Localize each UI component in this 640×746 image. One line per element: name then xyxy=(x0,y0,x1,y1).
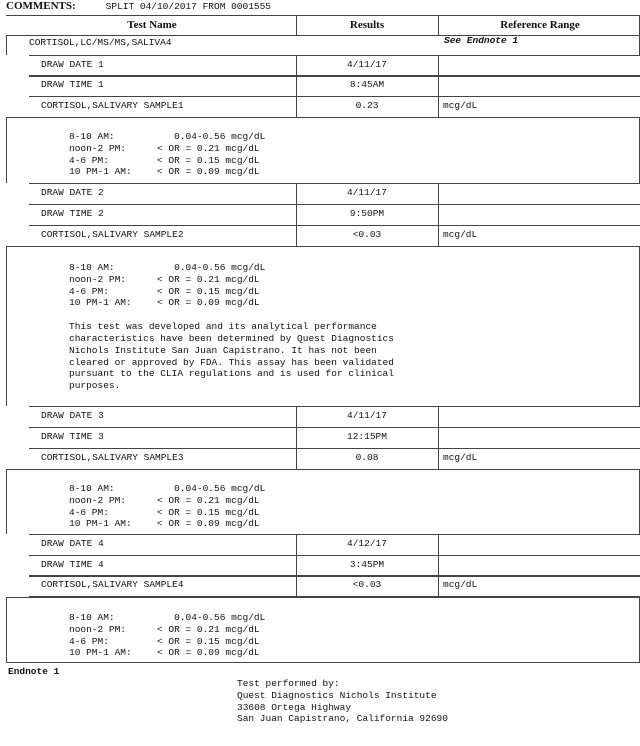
ref-period: 8-10 AM: xyxy=(69,483,115,494)
endnote-label: Endnote 1 xyxy=(8,666,60,677)
result-value: 4/12/17 xyxy=(347,538,387,549)
cell-divider xyxy=(438,448,439,469)
test-name: DRAW DATE 4 xyxy=(41,538,104,549)
panel-range: See Endnote 1 xyxy=(444,35,519,46)
test-name: DRAW DATE 3 xyxy=(41,410,104,421)
ref-range-line xyxy=(69,274,394,286)
reference-ranges-note xyxy=(69,262,394,392)
ref-period: noon-2 PM: xyxy=(69,623,127,635)
ref-period: 10 PM-1 AM: xyxy=(69,518,132,530)
ref-period: noon-2 PM: xyxy=(69,273,127,285)
cell-divider xyxy=(438,555,439,576)
ref-period: 8-10 AM: xyxy=(69,262,115,273)
ref-range-line xyxy=(69,155,265,167)
ref-value: 0.04-0.56 mcg/dL xyxy=(157,612,266,623)
reference-ranges-note xyxy=(69,131,265,178)
test-name: DRAW DATE 2 xyxy=(41,187,104,198)
ref-range-line xyxy=(69,518,265,530)
result-value: 9:50PM xyxy=(349,208,385,219)
col-test-name: Test Name xyxy=(127,19,177,31)
block-border xyxy=(6,469,7,534)
ref-period: noon-2 PM: xyxy=(69,494,127,506)
ref-value: < OR = 0.15 mcg/dL xyxy=(157,635,260,647)
result-value: <0.03 xyxy=(352,229,382,240)
test-name: DRAW DATE 1 xyxy=(41,59,104,70)
block-border xyxy=(6,469,640,470)
ref-range-line xyxy=(69,612,265,624)
endnote-text xyxy=(237,678,448,725)
block-border xyxy=(6,246,640,247)
result-value: <0.03 xyxy=(352,579,382,590)
cell-divider xyxy=(438,427,439,448)
ref-range-line xyxy=(69,495,265,507)
cell-divider xyxy=(438,55,439,76)
reference-range: mcg/dL xyxy=(443,229,478,240)
comments-label: COMMENTS: xyxy=(6,0,76,12)
ref-period: 10 PM-1 AM: xyxy=(69,297,132,309)
ref-period: 4-6 PM: xyxy=(69,285,109,297)
test-name: DRAW TIME 3 xyxy=(41,431,104,442)
ref-range-line xyxy=(69,143,265,155)
block-border xyxy=(6,597,7,662)
col-reference-range: Reference Range xyxy=(500,19,580,31)
reference-ranges-note xyxy=(69,483,265,530)
reference-range: mcg/dL xyxy=(443,100,478,111)
ref-range-line xyxy=(69,507,265,519)
test-name: CORTISOL,SALIVARY SAMPLE1 xyxy=(41,100,184,111)
test-name: CORTISOL,SALIVARY SAMPLE3 xyxy=(41,452,184,463)
reference-range: mcg/dL xyxy=(443,452,478,463)
ref-value: < OR = 0.09 mcg/dL xyxy=(157,297,260,309)
disclaimer-line: purposes. xyxy=(69,380,121,392)
block-border xyxy=(6,117,640,118)
ref-range-line xyxy=(69,483,265,495)
result-value: 0.23 xyxy=(355,100,379,111)
ref-value: < OR = 0.15 mcg/dL xyxy=(157,154,260,166)
cell-divider xyxy=(438,406,439,427)
ref-value: < OR = 0.09 mcg/dL xyxy=(157,166,260,178)
test-name: DRAW TIME 1 xyxy=(41,79,104,90)
ref-value: < OR = 0.21 mcg/dL xyxy=(157,494,260,506)
disclaimer-line: cleared or approved by FDA. This assay has been validated xyxy=(69,356,394,368)
endnote-line: Quest Diagnostics Nichols Institute xyxy=(237,689,437,701)
disclaimer-line: This test was developed and its analytical performance xyxy=(69,321,377,333)
ref-period: 8-10 AM: xyxy=(69,131,115,142)
reference-range: mcg/dL xyxy=(443,579,478,590)
endnote-line: San Juan Capistrano, California 92690 xyxy=(237,713,448,725)
ref-period: 4-6 PM: xyxy=(69,506,109,518)
ref-period: 10 PM-1 AM: xyxy=(69,166,132,178)
result-value: 0.08 xyxy=(355,452,379,463)
ref-range-line xyxy=(69,624,265,636)
ref-range-line xyxy=(69,286,394,298)
endnote-line: 33608 Ortega Highway xyxy=(237,701,352,713)
test-name: DRAW TIME 2 xyxy=(41,208,104,219)
cell-divider xyxy=(438,534,439,555)
ref-value: 0.04-0.56 mcg/dL xyxy=(157,262,266,273)
test-name: DRAW TIME 4 xyxy=(41,559,104,570)
test-name: CORTISOL,SALIVARY SAMPLE4 xyxy=(41,579,184,590)
ref-range-line xyxy=(69,166,265,178)
header-divider xyxy=(438,15,439,35)
result-value: 8:45AM xyxy=(349,79,385,90)
ref-range-line xyxy=(69,297,394,309)
cell-divider xyxy=(438,183,439,204)
cell-divider xyxy=(438,96,439,117)
ref-period: 8-10 AM: xyxy=(69,612,115,623)
ref-value: < OR = 0.09 mcg/dL xyxy=(157,518,260,530)
reference-ranges-note xyxy=(69,612,265,659)
ref-value: < OR = 0.21 mcg/dL xyxy=(157,273,260,285)
cell-divider xyxy=(438,75,439,96)
table-top-border xyxy=(6,15,640,16)
disclaimer-line: pursuant to the CLIA regulations and is used for clinical xyxy=(69,368,394,380)
endnote-line: Test performed by: xyxy=(237,678,340,689)
ref-range-line xyxy=(69,131,265,143)
ref-range-line xyxy=(69,636,265,648)
disclaimer-line: characteristics have been determined by Quest Diagnostics xyxy=(69,332,394,344)
ref-period: 10 PM-1 AM: xyxy=(69,647,132,659)
block-border xyxy=(6,246,7,406)
panel-name: CORTISOL,LC/MS/MS,SALIVA4 xyxy=(29,37,172,48)
block-border xyxy=(6,117,7,183)
ref-period: noon-2 PM: xyxy=(69,142,127,154)
block-border xyxy=(6,597,640,598)
result-value: 12:15PM xyxy=(347,431,387,442)
ref-value: 0.04-0.56 mcg/dL xyxy=(157,131,266,142)
ref-value: < OR = 0.09 mcg/dL xyxy=(157,647,260,659)
spacer xyxy=(69,309,394,321)
table-bottom-border xyxy=(6,662,640,663)
ref-range-line xyxy=(69,262,394,274)
result-value: 4/11/17 xyxy=(347,59,387,70)
result-value: 4/11/17 xyxy=(347,410,387,421)
ref-value: < OR = 0.15 mcg/dL xyxy=(157,285,260,297)
ref-period: 4-6 PM: xyxy=(69,154,109,166)
ref-value: < OR = 0.21 mcg/dL xyxy=(157,623,260,635)
disclaimer-line: Nichols Institute San Juan Capistrano. It has not been xyxy=(69,344,377,356)
header-divider xyxy=(296,15,297,35)
comments-text: SPLIT 04/10/2017 FROM 0001555 xyxy=(105,1,271,12)
comments-header xyxy=(6,0,271,12)
cell-divider xyxy=(438,225,439,246)
block-border xyxy=(6,35,7,55)
col-results: Results xyxy=(349,19,385,31)
result-value: 4/11/17 xyxy=(347,187,387,198)
ref-value: 0.04-0.56 mcg/dL xyxy=(157,483,266,494)
result-value: 3:45PM xyxy=(349,559,385,570)
ref-value: < OR = 0.15 mcg/dL xyxy=(157,506,260,518)
cell-divider xyxy=(438,575,439,596)
cell-divider xyxy=(438,204,439,225)
ref-value: < OR = 0.21 mcg/dL xyxy=(157,142,260,154)
ref-period: 4-6 PM: xyxy=(69,635,109,647)
test-name: CORTISOL,SALIVARY SAMPLE2 xyxy=(41,229,184,240)
ref-range-line xyxy=(69,647,265,659)
